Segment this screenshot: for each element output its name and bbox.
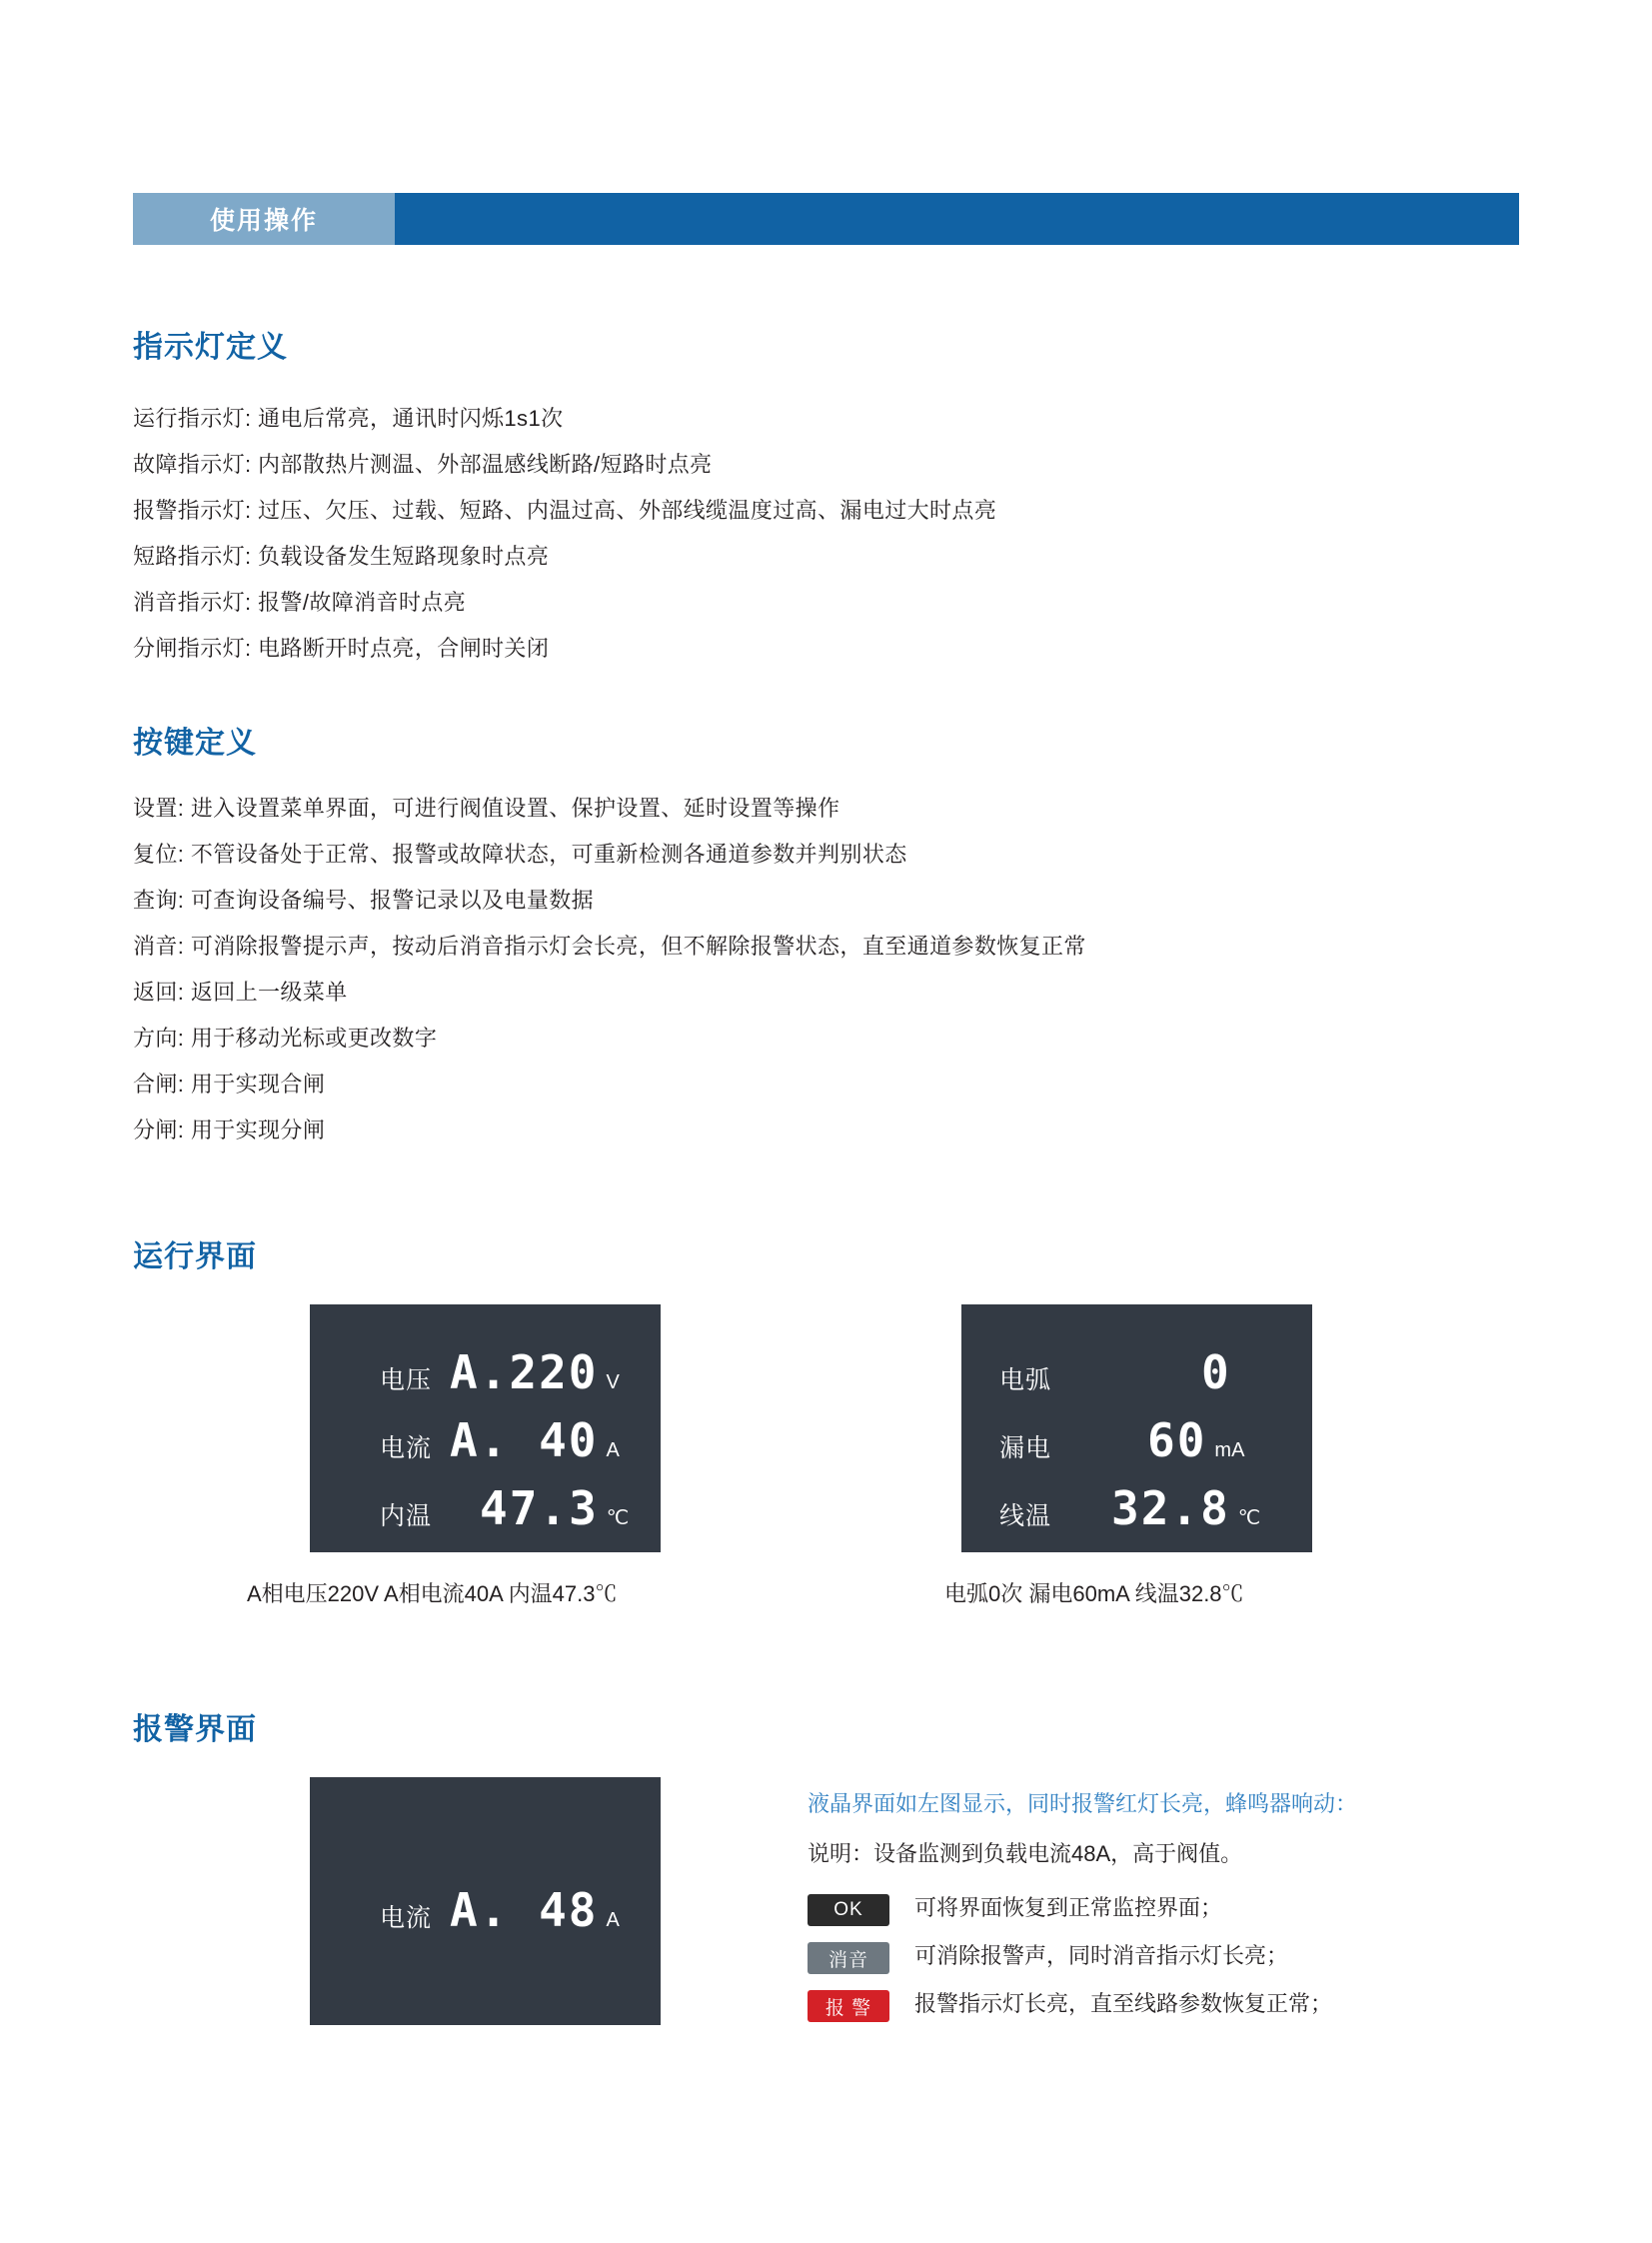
- lcd-label-voltage: 电压: [380, 1366, 433, 1394]
- section-banner: [133, 193, 1519, 245]
- heading-keys: 按键定义: [133, 727, 257, 760]
- lcd-label-line-temp: 线温: [999, 1502, 1052, 1530]
- lcd-row-arc: [999, 1345, 1274, 1399]
- caption-run-right: 电弧0次 漏电60mA 线温32.8℃: [944, 1581, 1244, 1606]
- badge-ok-label: OK: [833, 1899, 863, 1920]
- indicator-line-3: 报警指示灯: 过压、欠压、过载、短路、内温过高、外部线缆温度过高、漏电过大时点亮: [133, 498, 997, 523]
- lcd-value-leakage: 60: [1147, 1413, 1207, 1467]
- heading-run: 运行界面: [133, 1240, 257, 1273]
- indicator-line-1: 运行指示灯: 通电后常亮，通讯时闪烁1s1次: [133, 406, 564, 431]
- lcd-row-alarm-current: [380, 1883, 620, 1937]
- alarm-note-blue: 液晶界面如左图显示，同时报警红灯长亮，蜂鸣器响动：: [808, 1791, 1358, 1816]
- badge-alarm-label: 报 警: [825, 1997, 872, 2019]
- indicator-line-5: 消音指示灯: 报警/故障消音时点亮: [133, 590, 467, 615]
- badge-alarm[interactable]: [808, 1990, 889, 2022]
- lcd-row-line-temp: [999, 1481, 1261, 1535]
- lcd-value-inner-temp: 47.3: [480, 1481, 599, 1535]
- lcd-row-leakage: [999, 1413, 1245, 1467]
- keys-line-2: 复位: 不管设备处于正常、报警或故障状态，可重新检测各通道参数并判别状态: [133, 842, 907, 867]
- lcd-label-current: 电流: [380, 1434, 433, 1462]
- lcd-unit-alarm-current: A: [606, 1909, 620, 1931]
- lcd-unit-leakage: mA: [1214, 1439, 1245, 1461]
- badge-mute[interactable]: [808, 1942, 889, 1974]
- lcd-unit-current: A: [606, 1439, 620, 1461]
- lcd-row-voltage: [380, 1345, 620, 1399]
- indicator-line-6: 分闸指示灯: 电路断开时点亮，合闸时关闭: [133, 636, 550, 661]
- lcd-value-arc: 0: [1201, 1345, 1231, 1399]
- alarm-note-desc: 说明：设备监测到负载电流48A，高于阀值。: [808, 1841, 1243, 1866]
- lcd-panel-run-left: [310, 1304, 661, 1552]
- lcd-unit-line-temp: ℃: [1237, 1507, 1261, 1529]
- lcd-unit-inner-temp: ℃: [606, 1507, 630, 1529]
- indicator-line-2: 故障指示灯: 内部散热片测温、外部温感线断路/短路时点亮: [133, 452, 713, 477]
- lcd-panel-run-right: [961, 1304, 1312, 1552]
- banner-tab: [133, 193, 395, 245]
- lcd-label-alarm-current: 电流: [380, 1904, 433, 1932]
- heading-indicator: 指示灯定义: [133, 331, 288, 364]
- lcd-row-current: [380, 1413, 620, 1467]
- keys-line-1: 设置: 进入设置菜单界面，可进行阀值设置、保护设置、延时设置等操作: [133, 796, 840, 821]
- lcd-value-current: A. 40: [450, 1413, 599, 1467]
- badge-mute-label: 消音: [827, 1949, 868, 1971]
- caption-run-left: A相电压220V A相电流40A 内温47.3℃: [247, 1581, 618, 1606]
- lcd-label-inner-temp: 内温: [380, 1502, 433, 1530]
- lcd-label-arc: 电弧: [999, 1366, 1052, 1394]
- lcd-row-inner-temp: [380, 1481, 630, 1535]
- keys-line-5: 返回: 返回上一级菜单: [133, 980, 348, 1005]
- keys-line-8: 分闸: 用于实现分闸: [133, 1118, 326, 1142]
- keys-line-7: 合闸: 用于实现合闸: [133, 1072, 326, 1097]
- lcd-value-voltage: A.220: [450, 1345, 599, 1399]
- alarm-key-text-mute: 可消除报警声，同时消音指示灯长亮；: [914, 1943, 1289, 1968]
- lcd-panel-alarm: [310, 1777, 661, 2025]
- keys-line-3: 查询: 可查询设备编号、报警记录以及电量数据: [133, 888, 595, 913]
- keys-line-4: 消音: 可消除报警提示声，按动后消音指示灯会长亮，但不解除报警状态，直至通道参数恢复正常: [133, 934, 1086, 959]
- banner-tab-label: 使用操作: [209, 207, 318, 235]
- alarm-key-text-ok: 可将界面恢复到正常监控界面；: [914, 1895, 1223, 1920]
- badge-ok[interactable]: [808, 1894, 889, 1926]
- lcd-label-leakage: 漏电: [999, 1434, 1052, 1462]
- lcd-value-line-temp: 32.8: [1111, 1481, 1230, 1535]
- keys-line-6: 方向: 用于移动光标或更改数字: [133, 1026, 438, 1051]
- alarm-key-text-alarm: 报警指示灯长亮，直至线路参数恢复正常；: [914, 1991, 1333, 2016]
- lcd-unit-voltage: V: [606, 1371, 620, 1393]
- heading-alarm: 报警界面: [133, 1713, 257, 1746]
- lcd-value-alarm-current: A. 48: [450, 1883, 599, 1937]
- indicator-line-4: 短路指示灯: 负载设备发生短路现象时点亮: [133, 544, 550, 569]
